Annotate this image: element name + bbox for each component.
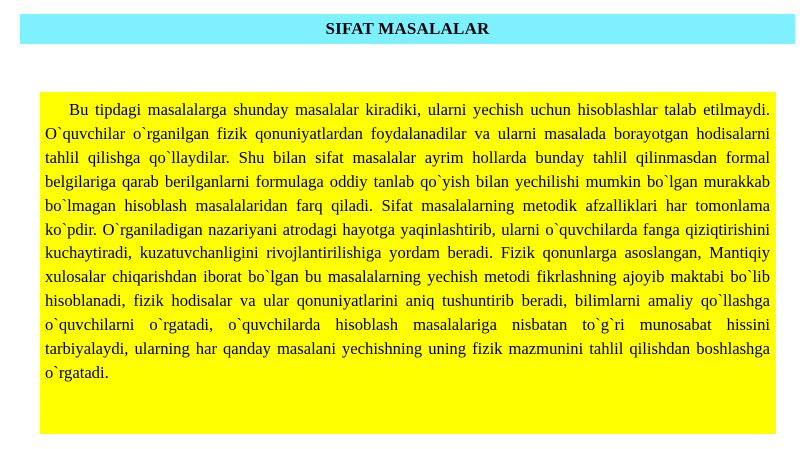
slide-title: SIFAT MASALALAR xyxy=(325,19,490,38)
content-panel xyxy=(40,92,776,434)
title-banner xyxy=(20,14,795,44)
body-paragraph: Bu tipdagi masalalarga shunday masalalar kiradiki, ularni yechish uchun hisoblashlar talab etilmaydi. O`quvchilar o`rganilgan fizik qonuniyatlardan foydalanadilar va ularni masalada borayotgan hodisalarni tahlil qilishga qo`llaydilar. Shu bilan sifat masalalar ayrim hollarda bunday tahlil qilinmasdan formal belgilariga qarab berilganlarni formulaga oddiy tanlab qo`yish bilan yechilishi mumkin bo`lgan murakkab bo`lmagan hisoblash masalalaridan farq qiladi. Sifat masalalarning metodik afzalliklari har tomonlama ko`pdir. O`rganiladigan nazariyani atrodagi hayotga yaqinlashtirib, ularni o`quvchilarda fanga qiziqtirishini kuchaytiradi, kuzatuvchanligini rivojlantirilishiga yordam beradi. Fizik qonunlarga asoslangan, Mantiqiy xulosalar chiqarishdan iborat bo`lgan bu masalalarning yechish metodi fikrlashning ajoyib maktabi bo`lib hisoblanadi, fizik hodisalar va ular qonuniyatlarini aniq tushuntirib beradi, bilimlarni amaliy qo`llashga o`quvchilarni o`rgatadi, o`quvchilarda hisoblash masalalariga nisbatan to`g`ri munosabat hissini tarbiyalaydi, ularning har qanday masalani yechishning uning fizik mazmunini tahlil qilishdan boshlashga o`rgatadi. xyxy=(45,100,770,382)
